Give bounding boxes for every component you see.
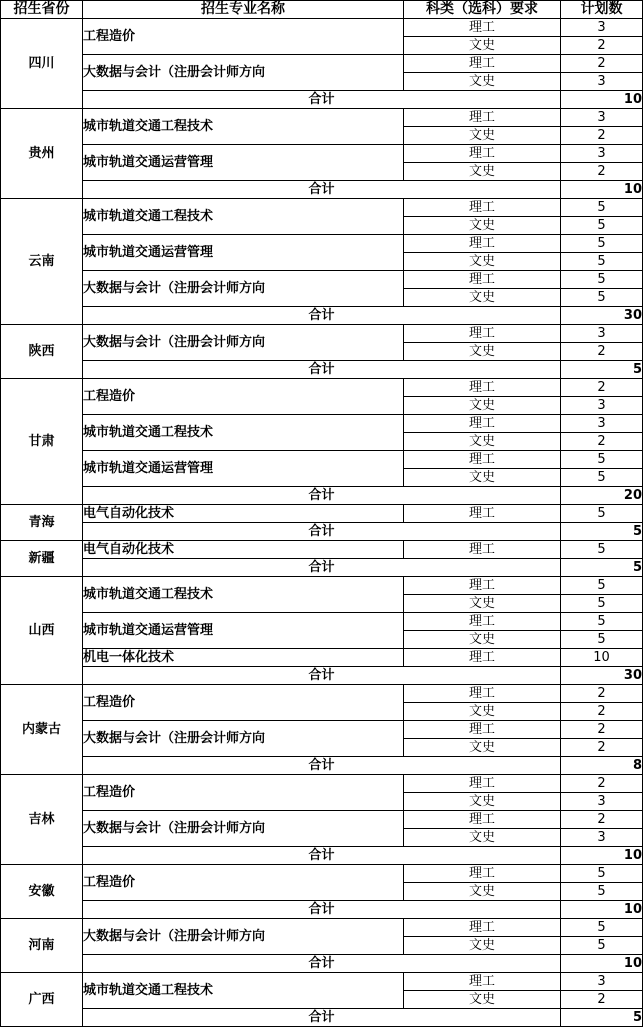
plan-count-cell: 5 [561,289,643,307]
plan-count-cell: 5 [561,883,643,901]
table-row [1,19,643,37]
plan-count-cell: 3 [561,325,643,343]
subtotal-row [1,667,643,685]
plan-count-cell: 5 [561,613,643,631]
major-name: 电气自动化技术 [83,541,404,559]
subtotal-label: 合计 [83,91,561,109]
plan-count-cell: 2 [561,991,643,1009]
province-name: 山西 [1,577,83,685]
major-name: 大数据与会计（注册会计师方向 [83,325,404,361]
table-row [1,55,643,73]
major-name: 工程造价 [83,775,404,811]
table-row [1,811,643,829]
table-row [1,541,643,559]
plan-count-cell: 3 [561,73,643,91]
header-count: 计划数 [561,1,643,19]
subtotal-value: 30 [561,667,643,685]
plan-count-cell: 3 [561,109,643,127]
table-row [1,271,643,289]
plan-count-cell: 2 [561,739,643,757]
plan-count-cell: 5 [561,631,643,649]
table-row [1,199,643,217]
province-name: 青海 [1,505,83,541]
category-cell: 理工 [404,451,561,469]
subtotal-row [1,523,643,541]
category-cell: 理工 [404,541,561,559]
plan-count-cell: 2 [561,163,643,181]
major-name: 工程造价 [83,19,404,55]
major-name: 大数据与会计（注册会计师方向 [83,55,404,91]
province-name: 贵州 [1,109,83,199]
subtotal-label: 合计 [83,955,561,973]
plan-count-cell: 3 [561,397,643,415]
plan-count-cell: 5 [561,199,643,217]
subtotal-value: 10 [561,955,643,973]
province-name: 甘肃 [1,379,83,505]
category-cell: 文史 [404,289,561,307]
category-cell: 理工 [404,109,561,127]
table-row [1,109,643,127]
major-name: 城市轨道交通工程技术 [83,109,404,145]
plan-count-cell: 5 [561,271,643,289]
subtotal-value: 20 [561,487,643,505]
category-cell: 文史 [404,73,561,91]
plan-count-cell: 2 [561,703,643,721]
plan-count-cell: 2 [561,775,643,793]
subtotal-row [1,847,643,865]
major-name: 城市轨道交通工程技术 [83,415,404,451]
category-cell: 理工 [404,379,561,397]
plan-count-cell: 5 [561,505,643,523]
plan-count-cell: 2 [561,55,643,73]
plan-count-cell: 2 [561,721,643,739]
plan-count-cell: 5 [561,541,643,559]
table-row [1,973,643,991]
category-cell: 文史 [404,397,561,415]
plan-count-cell: 2 [561,343,643,361]
category-cell: 文史 [404,793,561,811]
subtotal-label: 合计 [83,901,561,919]
subtotal-value: 10 [561,901,643,919]
category-cell: 理工 [404,613,561,631]
plan-count-cell: 2 [561,685,643,703]
plan-count-cell: 5 [561,217,643,235]
subtotal-label: 合计 [83,361,561,379]
category-cell: 理工 [404,325,561,343]
category-cell: 理工 [404,919,561,937]
category-cell: 理工 [404,19,561,37]
subtotal-value: 10 [561,91,643,109]
plan-count-cell: 3 [561,829,643,847]
plan-count-cell: 5 [561,865,643,883]
plan-count-cell: 2 [561,379,643,397]
category-cell: 理工 [404,865,561,883]
major-name: 城市轨道交通工程技术 [83,973,404,1009]
table-row [1,865,643,883]
subtotal-row [1,487,643,505]
subtotal-label: 合计 [83,667,561,685]
subtotal-value: 8 [561,757,643,775]
major-name: 工程造价 [83,865,404,901]
province-name: 广西 [1,973,83,1027]
major-name: 工程造价 [83,379,404,415]
table-row [1,415,643,433]
plan-count-cell: 3 [561,793,643,811]
subtotal-label: 合计 [83,559,561,577]
header-row [1,1,643,19]
province-name: 内蒙古 [1,685,83,775]
subtotal-value: 5 [561,523,643,541]
subtotal-row [1,955,643,973]
category-cell: 文史 [404,883,561,901]
plan-count-cell: 5 [561,235,643,253]
header-major: 招生专业名称 [83,1,404,19]
subtotal-label: 合计 [83,757,561,775]
major-name: 大数据与会计（注册会计师方向 [83,721,404,757]
subtotal-row [1,91,643,109]
plan-count-cell: 2 [561,37,643,55]
major-name: 城市轨道交通工程技术 [83,199,404,235]
category-cell: 理工 [404,577,561,595]
subtotal-label: 合计 [83,307,561,325]
category-cell: 理工 [404,811,561,829]
category-cell: 文史 [404,703,561,721]
category-cell: 理工 [404,973,561,991]
plan-count-cell: 10 [561,649,643,667]
header-category: 科类（选科）要求 [404,1,561,19]
table-row [1,919,643,937]
plan-count-cell: 5 [561,451,643,469]
category-cell: 理工 [404,271,561,289]
subtotal-value: 5 [561,559,643,577]
category-cell: 理工 [404,685,561,703]
plan-count-cell: 5 [561,919,643,937]
category-cell: 文史 [404,739,561,757]
plan-count-cell: 3 [561,19,643,37]
category-cell: 文史 [404,631,561,649]
category-cell: 文史 [404,343,561,361]
category-cell: 文史 [404,217,561,235]
province-name: 陕西 [1,325,83,379]
subtotal-value: 5 [561,361,643,379]
category-cell: 理工 [404,199,561,217]
major-name: 城市轨道交通运营管理 [83,235,404,271]
category-cell: 理工 [404,55,561,73]
table-row [1,505,643,523]
category-cell: 理工 [404,775,561,793]
subtotal-label: 合计 [83,523,561,541]
province-name: 云南 [1,199,83,325]
category-cell: 理工 [404,235,561,253]
subtotal-row [1,181,643,199]
subtotal-row [1,757,643,775]
table-body [1,19,643,1027]
plan-count-cell: 2 [561,811,643,829]
table-row [1,775,643,793]
major-name: 城市轨道交通运营管理 [83,451,404,487]
table-row [1,235,643,253]
subtotal-row [1,901,643,919]
subtotal-value: 10 [561,847,643,865]
subtotal-row [1,559,643,577]
category-cell: 文史 [404,991,561,1009]
subtotal-value: 10 [561,181,643,199]
table-row [1,145,643,163]
category-cell: 文史 [404,163,561,181]
category-cell: 理工 [404,145,561,163]
plan-count-cell: 5 [561,937,643,955]
plan-count-cell: 3 [561,145,643,163]
major-name: 大数据与会计（注册会计师方向 [83,271,404,307]
table-row [1,685,643,703]
major-name: 大数据与会计（注册会计师方向 [83,919,404,955]
subtotal-value: 5 [561,1009,643,1027]
major-name: 工程造价 [83,685,404,721]
province-name: 四川 [1,19,83,109]
plan-count-cell: 3 [561,415,643,433]
plan-count-cell: 5 [561,253,643,271]
province-name: 吉林 [1,775,83,865]
major-name: 大数据与会计（注册会计师方向 [83,811,404,847]
category-cell: 理工 [404,721,561,739]
table-row [1,613,643,631]
subtotal-label: 合计 [83,1009,561,1027]
plan-count-cell: 3 [561,973,643,991]
subtotal-label: 合计 [83,487,561,505]
table-row [1,721,643,739]
table-row [1,379,643,397]
table-row [1,325,643,343]
major-name: 城市轨道交通运营管理 [83,613,404,649]
plan-count-cell: 2 [561,127,643,145]
category-cell: 文史 [404,829,561,847]
subtotal-value: 30 [561,307,643,325]
plan-count-cell: 2 [561,433,643,451]
category-cell: 文史 [404,937,561,955]
category-cell: 文史 [404,433,561,451]
category-cell: 文史 [404,595,561,613]
category-cell: 文史 [404,37,561,55]
subtotal-row [1,1009,643,1027]
major-name: 机电一体化技术 [83,649,404,667]
subtotal-label: 合计 [83,847,561,865]
subtotal-row [1,361,643,379]
category-cell: 理工 [404,649,561,667]
plan-count-cell: 5 [561,469,643,487]
category-cell: 理工 [404,505,561,523]
plan-count-cell: 5 [561,577,643,595]
province-name: 河南 [1,919,83,973]
major-name: 城市轨道交通工程技术 [83,577,404,613]
subtotal-label: 合计 [83,181,561,199]
plan-count-cell: 5 [561,595,643,613]
category-cell: 理工 [404,415,561,433]
table-row [1,577,643,595]
province-name: 安徽 [1,865,83,919]
category-cell: 文史 [404,469,561,487]
subtotal-row [1,307,643,325]
major-name: 电气自动化技术 [83,505,404,523]
category-cell: 文史 [404,253,561,271]
category-cell: 文史 [404,127,561,145]
major-name: 城市轨道交通运营管理 [83,145,404,181]
table-row [1,649,643,667]
header-province: 招生省份 [1,1,83,19]
province-name: 新疆 [1,541,83,577]
table-row [1,451,643,469]
